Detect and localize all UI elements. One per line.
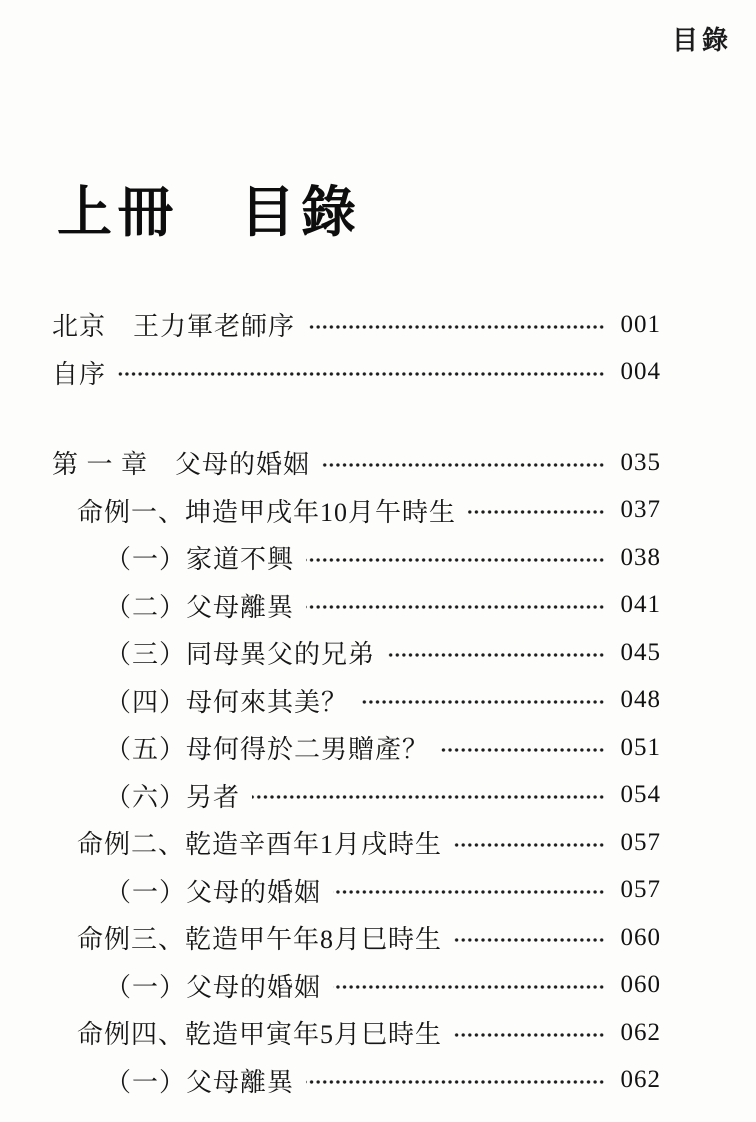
dot-leader (454, 1030, 605, 1040)
toc-entry (52, 487, 661, 535)
toc-entry (52, 1009, 661, 1057)
toc-entry-label: （二）父母離異 (105, 592, 295, 622)
toc-entry-page: 062 (620, 1018, 661, 1046)
dot-leader (118, 369, 605, 379)
toc-entry (52, 1057, 661, 1105)
dot-leader (387, 650, 605, 660)
toc-entry-page: 041 (620, 591, 661, 619)
dot-leader (322, 460, 605, 470)
page-title: 上冊 目錄 (57, 181, 363, 243)
toc-entry-label: 北京 王力軍老師序 (52, 312, 296, 342)
toc-entry-page: 045 (620, 638, 661, 666)
toc-entry-label: （一）父母的婚姻 (105, 972, 322, 1002)
running-head: 目錄 (671, 26, 732, 55)
toc-list (52, 301, 661, 1104)
toc-entry (52, 819, 661, 867)
toc-entry-page: 035 (620, 448, 661, 476)
toc-entry-page: 004 (620, 358, 661, 386)
toc-entry-page: 051 (620, 733, 661, 761)
toc-entry-label: （一）父母離異 (105, 1067, 295, 1097)
toc-entry-page: 054 (620, 781, 661, 809)
dot-leader (360, 697, 605, 707)
toc-entry-label: （五）母何得於二男贈產？ (105, 735, 430, 765)
dot-leader (252, 792, 605, 802)
toc-entry-page: 037 (620, 496, 661, 524)
dot-leader (306, 1077, 605, 1087)
dot-leader (454, 935, 605, 945)
toc-entry (52, 962, 661, 1010)
toc-entry (52, 301, 661, 349)
toc-entry-label: 自序 (52, 359, 107, 389)
toc-entry-label: （一）家道不興 (105, 545, 295, 575)
toc-entry-page: 057 (620, 876, 661, 904)
toc-entry (52, 534, 661, 582)
dot-leader (333, 982, 605, 992)
toc-entry-label: （三）同母異父的兄弟 (105, 640, 376, 670)
toc-entry-label: 命例一、坤造甲戌年10月午時生 (77, 497, 457, 527)
toc-entry (52, 914, 661, 962)
dot-leader (441, 745, 605, 755)
dot-leader (454, 840, 605, 850)
toc-entry (52, 582, 661, 630)
dot-leader (333, 887, 605, 897)
toc-entry (52, 629, 661, 677)
toc-entry-label: 命例三、乾造甲午年8月巳時生 (77, 925, 443, 955)
toc-entry-page: 062 (620, 1066, 661, 1094)
toc-entry (52, 349, 661, 397)
toc-entry-page: 001 (620, 310, 661, 338)
toc-entry-label: 命例四、乾造甲寅年5月巳時生 (77, 1020, 443, 1050)
toc-entry (52, 867, 661, 915)
toc-entry-page: 038 (620, 543, 661, 571)
dot-leader (306, 602, 605, 612)
dot-leader (307, 322, 605, 332)
toc-entry-label: 第 一 章 父母的婚姻 (52, 450, 311, 480)
toc-entry-label: （四）母何來其美？ (105, 687, 349, 717)
toc-entry-label: 命例二、乾造辛酉年1月戌時生 (77, 830, 443, 860)
toc-entry-label: （一）父母的婚姻 (105, 877, 322, 907)
toc-entry-page: 048 (620, 686, 661, 714)
toc-entry-page: 060 (620, 923, 661, 951)
toc-entry (52, 772, 661, 820)
toc-entry (52, 724, 661, 772)
toc-entry-page: 060 (620, 971, 661, 999)
toc-entry-page: 057 (620, 828, 661, 856)
toc-entry-label: （六）另者 (105, 782, 241, 812)
dot-leader (306, 555, 605, 565)
toc-entry (52, 439, 661, 487)
dot-leader (468, 507, 605, 517)
toc-entry (52, 677, 661, 725)
